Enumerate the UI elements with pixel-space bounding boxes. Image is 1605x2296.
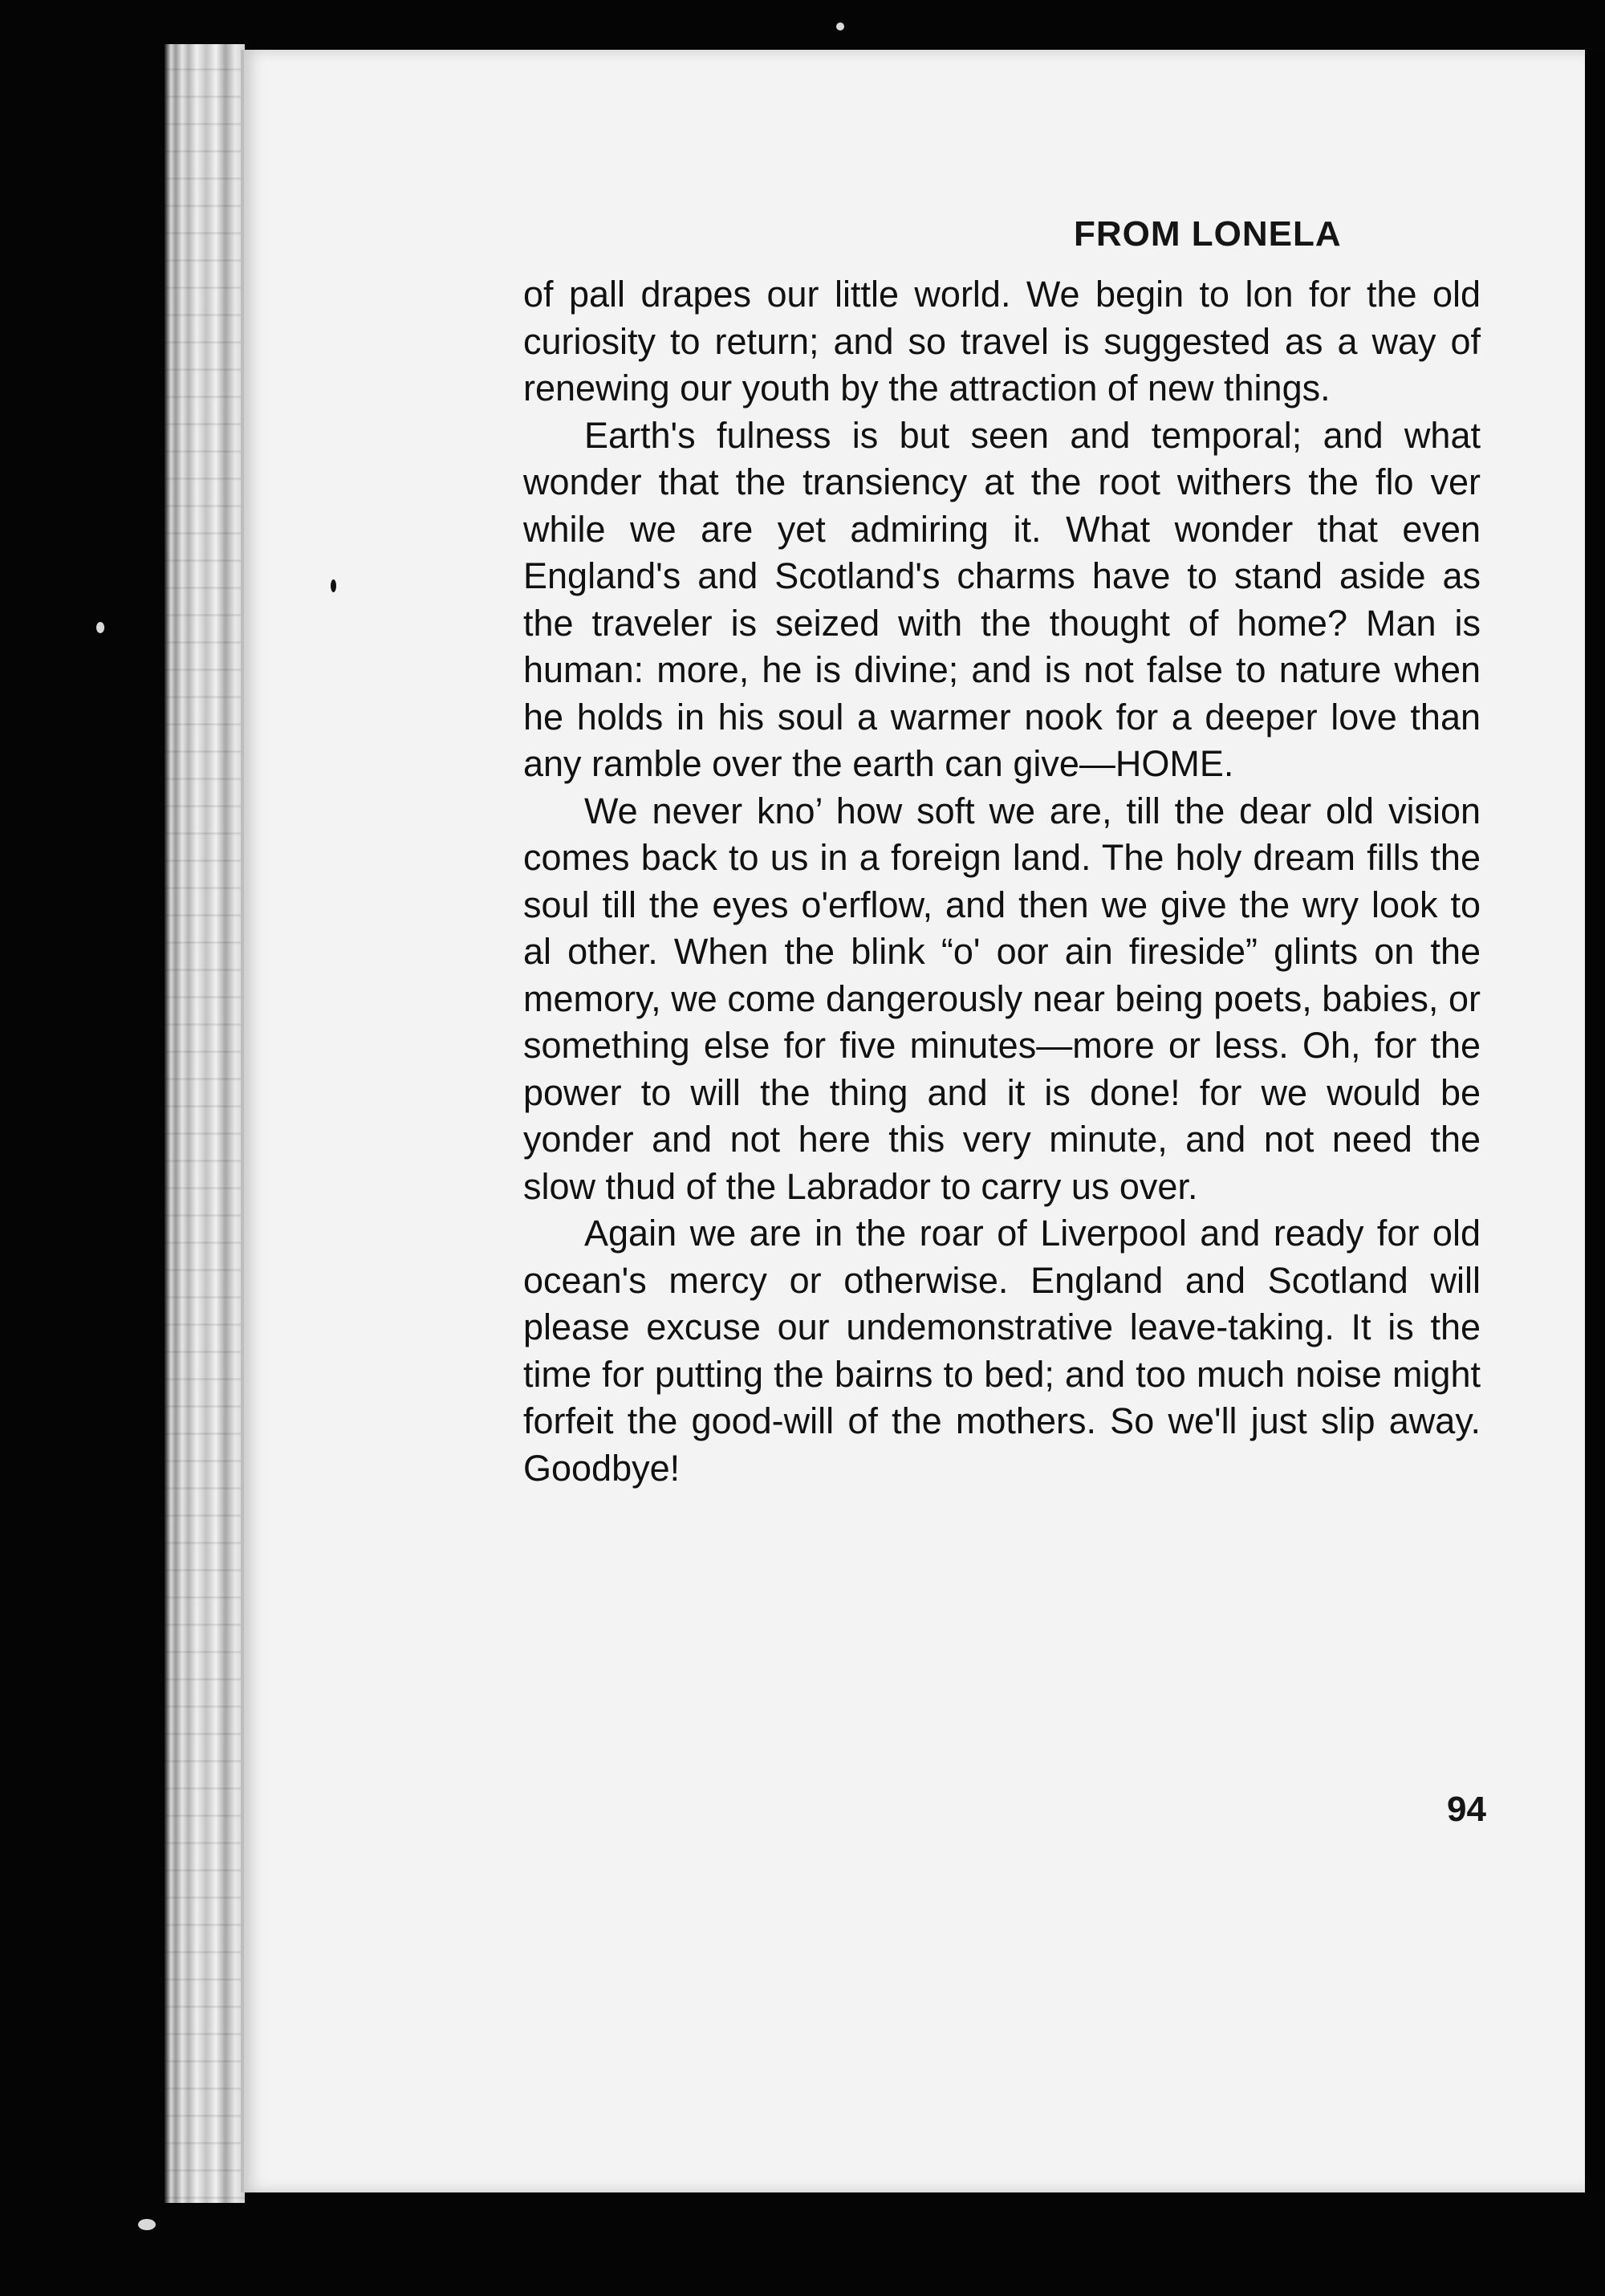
paragraph: Earth's fulness is but seen and temporal; and what wonder that the transiency at the root withers the flo ver while we are yet admiring it. What wonder that even England's and Scotland's charms have to stand aside as the traveler is seized with the thought of home? Man is human: more, he is divine; and is not false to nature when he holds in his soul a warmer nook for a deeper love than any ramble over the earth can give—HOME.	[523, 414, 1481, 784]
scan-speck	[331, 579, 336, 592]
running-head: FROM LONELA	[1074, 214, 1342, 254]
paragraph: We never kno’ how soft we are, till the dear old vision comes back to us in a foreign land. The holy dream fills the soul till the eyes o'erflow, and then we give the wry look to al other. When the blink “o' oor ain fireside” glints on the memory, we come dangerously near being poets, babies, or something else for five minutes—more or less. Oh, for the power to will the thing and it is done! for we would be yonder and not here this very minute, and not need the slow thud of the Labrador to carry us over.	[523, 790, 1481, 1207]
body-text	[523, 271, 1481, 1492]
scan-speck	[836, 22, 844, 30]
scan-speck	[138, 2219, 156, 2230]
book-page-edges	[165, 44, 245, 2203]
page-number: 94	[1447, 1790, 1486, 1829]
scan-speck	[96, 622, 104, 633]
paragraph: Again we are in the roar of Liverpool and ready for old ocean's mercy or otherwise. England and Scotland will please excuse our undemonstrative leave-taking. It is the time for putting the bairns to bed; and too much noise might forfeit the good-will of the mothers. So we'll just slip away. Goodbye!	[523, 1213, 1481, 1489]
scan-border-right	[1585, 50, 1605, 2192]
paragraph: of pall drapes our little world. We begin to lon for the old curiosity to return; and so travel is suggested as a way of renewing our youth by the attraction of new things.	[523, 274, 1481, 408]
